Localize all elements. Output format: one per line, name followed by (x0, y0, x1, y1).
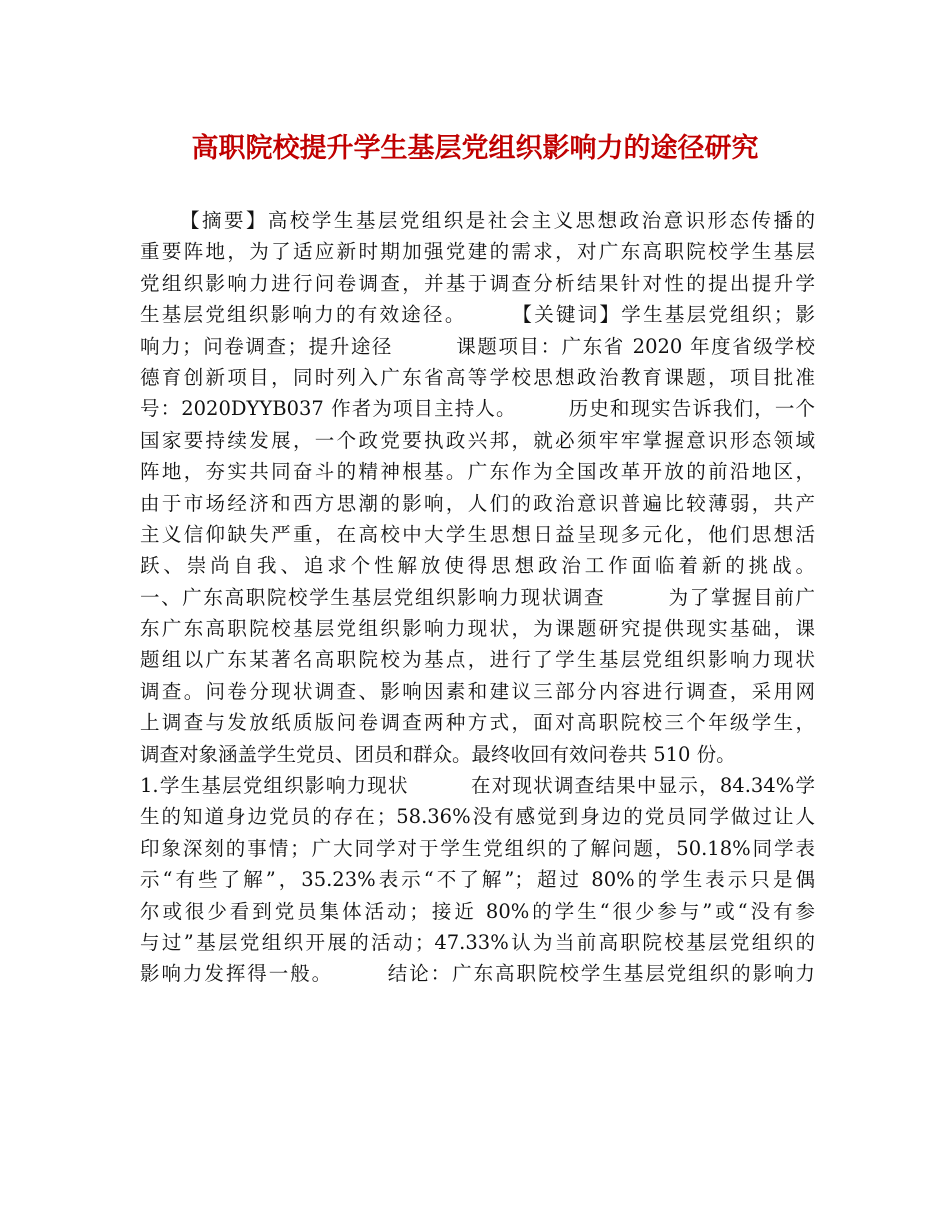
body-line: 生基层党组织影响力的有效途径。 【关键词】学生基层党组织；影 (140, 303, 815, 327)
body-line: 调查。问卷分现状调查、影响因素和建议三部分内容进行调查，采用网 (140, 679, 815, 703)
body-line: 示“有些了解”，35.23%表示“不了解”；超过 80%的学生表示只是偶 (140, 868, 815, 892)
body-line: 1.学生基层党组织影响力现状 在对现状调查结果中显示，84.34%学 (140, 774, 815, 798)
body-line: 与过”基层党组织开展的活动；47.33%认为当前高职院校基层党组织的 (140, 930, 815, 954)
body-line: 党组织影响力进行问卷调查，并基于调查分析结果针对性的提出提升学 (140, 271, 815, 295)
body-line: 德育创新项目，同时列入广东省高等学校思想政治教育课题，项目批准 (140, 365, 815, 389)
body-line: 主义信仰缺失严重，在高校中大学生思想日益呈现多元化，他们思想活 (140, 522, 815, 546)
body-line: 题组以广东某著名高职院校为基点，进行了学生基层党组织影响力现状 (140, 648, 815, 672)
body-line: 尔或很少看到党员集体活动；接近 80%的学生“很少参与”或“没有参 (140, 899, 815, 923)
body-line: 东广东高职院校基层党组织影响力现状，为课题研究提供现实基础，课 (140, 617, 815, 641)
body-line: 生的知道身边党员的存在；58.36%没有感觉到身边的党员同学做过让人 (140, 805, 815, 829)
document-title: 高职院校提升学生基层党组织影响力的途径研究 (191, 133, 759, 164)
body-line: 上调查与发放纸质版问卷调查两种方式，面对高职院校三个年级学生， (140, 711, 815, 735)
document-body (140, 205, 815, 990)
body-line: 调查对象涵盖学生党员、团员和群众。最终收回有效问卷共 510 份。 (140, 742, 736, 766)
body-line: 重要阵地，为了适应新时期加强党建的需求，对广东高职院校学生基层 (140, 240, 815, 264)
body-line: 号：2020DYYB037 作者为项目主持人。 历史和现实告诉我们，一个 (140, 397, 815, 421)
body-line: 阵地，夯实共同奋斗的精神根基。广东作为全国改革开放的前沿地区， (140, 460, 815, 484)
body-line: 一、广东高职院校学生基层党组织影响力现状调查 为了掌握目前广 (140, 585, 815, 609)
body-line: 【摘要】高校学生基层党组织是社会主义思想政治意识形态传播的 (180, 209, 815, 232)
body-line: 印象深刻的事情；广大同学对于学生党组织的了解问题，50.18%同学表 (140, 836, 815, 860)
body-line: 响力；问卷调查；提升途径 课题项目：广东省 2020 年度省级学校 (140, 334, 815, 358)
body-line: 国家要持续发展，一个政党要执政兴邦，就必须牢牢掌握意识形态领域 (140, 428, 815, 452)
body-line: 跃、崇尚自我、追求个性解放使得思想政治工作面临着新的挑战。 (140, 554, 815, 578)
body-line: 由于市场经济和西方思潮的影响，人们的政治意识普遍比较薄弱，共产 (140, 491, 815, 515)
body-line: 影响力发挥得一般。 结论：广东高职院校学生基层党组织的影响力 (140, 962, 815, 986)
